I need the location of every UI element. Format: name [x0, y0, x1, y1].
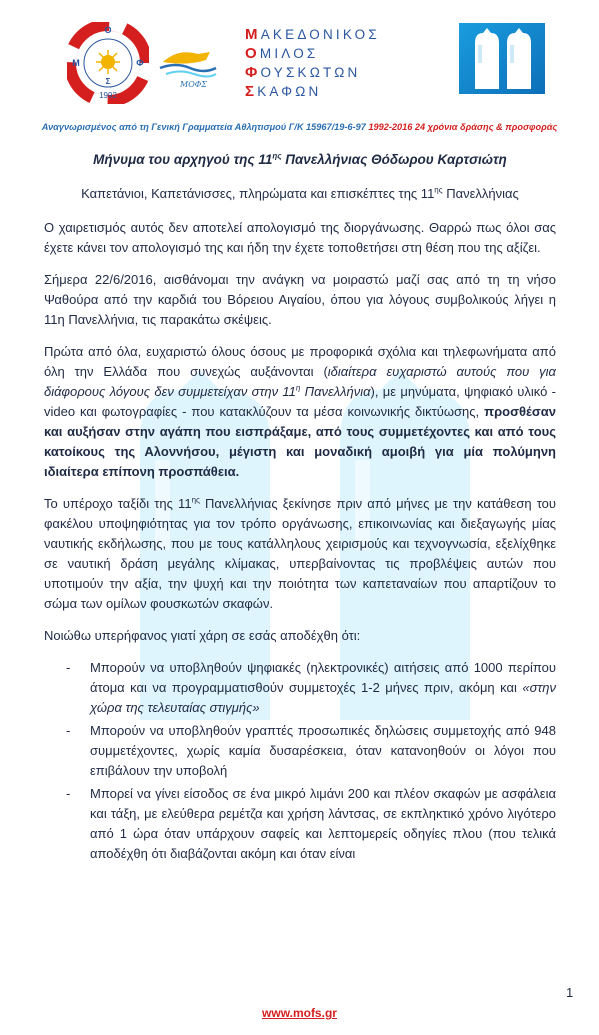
paragraph-3: Πρώτα από όλα, ευχαριστώ όλους όσους με προφορικά σχόλια και τηλεφωνήματα από όλη την Ελλάδα που συνεχώς αυξάνονται (ιδιαίτερα ευχαριστώ αυτούς που για διάφορους λόγους δεν συμμετείχαν στην $11^\eta$ Πανελλήνια), με μηνύματα, ψηφιακό υλικό - video και φωτογραφίες - που κατακλύζουν τα μέσα κοινωνικής δικτύωσης, προσθέσαν και αυξήσαν στην αγάπη που εισπράξαμε, από τους συμμετέχοντες και από τους κατοίκους της Αλοννήσου, μέγιστη και μοναδική αμοιβή για μία πολύμηνη ιδιαίτερα επίπονη προσπάθεια. [44, 344, 556, 479]
list-item: - Μπορεί να γίνει είσοδος σε ένα μικρό λιμάνι 200 και πλέον σκαφών με ασφάλεια και τάξη, με ελεύθερα ρεμέτζα και χρήση λάντσας, σε εκπληκτικό χρόνο λιγότερο από 1 ώρα όταν υπάρχουν σαφείς και λεπτομερείς οδηγίες πλου (που τελικά αποδέχθη ότι διαβάζονται ακόμη και όταν είναι [66, 786, 556, 861]
website-link[interactable]: www.mofs.gr [262, 1006, 337, 1020]
recognition-line: Αναγνωρισμένος από τη Γενική Γραμματεία Αθλητισμού Γ/Κ 15967/19-6-97 1992-2016 24 χρόνια δράσης & προσφοράς [41, 122, 558, 132]
speedboat-logo-icon [158, 40, 218, 80]
organization-name [245, 25, 380, 101]
org-line-1: ΜΑΚΕΔΟΝΙΚΟΣ [245, 26, 380, 43]
anniversary-highlight: 1992-2016 24 χρόνια δράσης & προσφοράς [368, 122, 558, 132]
letterhead [0, 0, 599, 112]
paragraph-4: Το υπέροχο ταξίδι της $11^{\eta\varsigma}$ Πανελλήνιας ξεκίνησε πριν από μήνες με την κατάθεση του φακέλου υποψηφιότητας για τον τρόπο οργάνωσης, επικοινωνίας και διεξαγωγής μίας ναυτικής εκδήλωσης, που με τους κατάλληλους χειρισμούς και τεχνογνωσία, εξελίχθηκε σε ναυτική δράση μεγάλης κλίμακας, υπερβαίνοντας τις προβλέψεις αυτών που υποτιμούν την αξία, την ψυχή και την ποιότητα των καπεταναίων που απαρτίζουν το σώμα των ομίλων φουσκωτών σκαφών. [44, 495, 556, 611]
org-line-4: ΣΚΑΦΩΝ [245, 83, 322, 100]
paragraph-1: Ο χαιρετισμός αυτός δεν αποτελεί απολογισμό της διοργάνωσης. Θαρρώ πως όλοι σας έχετε κάνει τον απολογισμό της και ήδη την έχετε τοποθετήσει στη θέση που της αξίζει. [44, 220, 556, 255]
svg-text:Μ: Μ [72, 58, 80, 68]
logo-caption: ΜΟΦΣ [180, 80, 207, 89]
svg-text:Ο: Ο [104, 25, 112, 35]
two-boats-logo-icon [459, 23, 545, 94]
greeting: Καπετάνιοι, Καπετάνισσες, πληρώματα και επισκέπτες της $11^{\eta\varsigma}$ Πανελλήνιας [81, 185, 519, 201]
svg-text:Φ: Φ [136, 58, 144, 68]
logo-year: 1992 [99, 91, 117, 100]
mofs-lifebuoy-logo-icon [67, 22, 149, 104]
svg-text:Σ: Σ [105, 77, 111, 86]
message-title: Μήνυμα του αρχηγού της $11^{\eta\varsigma}$ Πανελλήνιας Θόδωρου Καρτσιώτη [93, 151, 507, 167]
letter-body [44, 150, 556, 867]
page-number: 1 [566, 985, 574, 1000]
paragraph-2: Σήμερα 22/6/2016, αισθάνομαι την ανάγκη να μοιραστώ μαζί σας από τη τη νήσο Ψαθούρα από την καρδιά του Βόρειου Αιγαίου, όπου για λόγους συμβολικούς λήγει η 11η Πανελλήνια, τις παρακάτω σκέψεις. [44, 272, 556, 327]
list-item: - Μπορούν να υποβληθούν γραπτές προσωπικές δηλώσεις συμμετοχής από 948 συμμετέχοντες, χωρίς καμία δυσαρέσκεια, όταν κατανοηθούν οι λόγοι που επιβάλουν την υποβολή [66, 723, 556, 778]
org-line-2: ΟΜΙΛΟΣ [245, 45, 319, 62]
org-line-3: ΦΟΥΣΚΩΤΩΝ [245, 64, 361, 81]
paragraph-5: Νοιώθω υπερήφανος γιατί χάρη σε εσάς αποδέχθη ότι: [44, 628, 361, 643]
achievements-list [44, 658, 556, 864]
paragraph-3-bold: προσθέσαν και αυξήσαν στην αγάπη που εισπράξαμε, από τους συμμετέχοντες και από τους κατοίκους της Αλοννήσου, μέγιστη και μοναδική αμοιβή για μία πολύμηνη ιδιαίτερα επίπονη προσπάθεια. [44, 404, 556, 479]
list-item: - Μπορούν να υποβληθούν ψηφιακές (ηλεκτρονικές) αιτήσεις από 1000 περίπου άτομα και να προγραμματισθούν συμμετοχές 1-2 μήνες πριν, ακόμη και «στην χώρα της τελευταίας στιγμής» [66, 660, 556, 715]
